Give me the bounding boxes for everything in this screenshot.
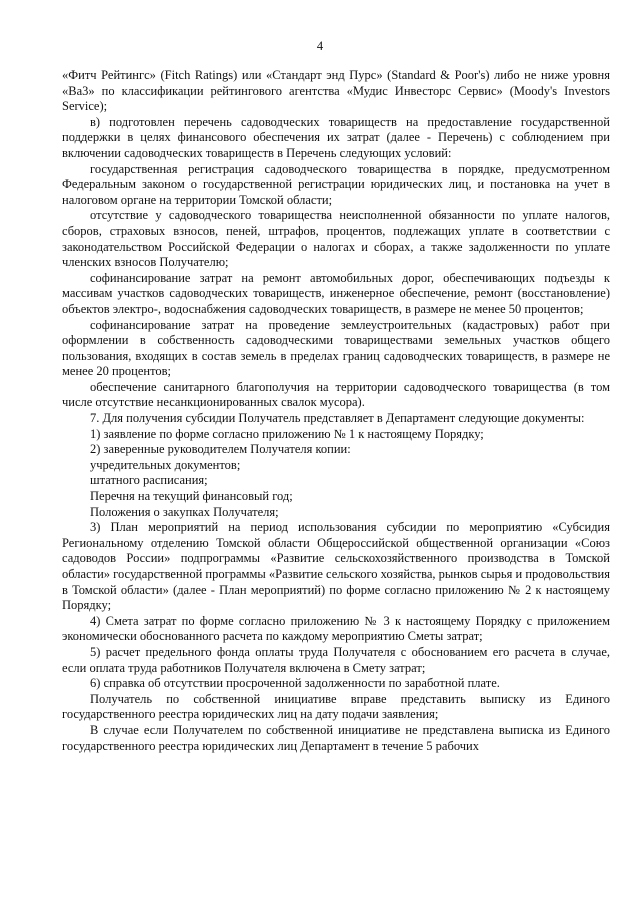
list-item-6: 6) справка об отсутствии просроченной задолженности по заработной плате. xyxy=(90,676,500,691)
list-subitem-charter: учредительных документов; xyxy=(90,457,241,472)
paragraph-ratings: «Фитч Рейтингс» (Fitch Ratings) или «Стандарт энд Пурс» (Standard & Poor's) либо не ниже уровня «Ba3» по классификации рейтингового агентства «Мудис Инвесторс Сервис» (Moody's Investors Service); xyxy=(62,68,610,114)
list-subitem-list: Перечня на текущий финансовый год; xyxy=(90,489,293,504)
document-body xyxy=(62,68,610,754)
paragraph-cofinancing-cadastral: софинансирование затрат на проведение землеустроительных (кадастровых) работ при оформлении в собственность садоводческими товариществами земельных участков общего пользования, входящих в состав земель в пределах границ садоводческих товариществ, в размере не менее 20 процентов; xyxy=(62,317,610,379)
paragraph-egrul-request: В случае если Получателем по собственной инициативе не представлена выписка из Единого государственного реестра юридических лиц Департамент в течение 5 рабочих xyxy=(62,722,610,753)
list-item-4: 4) Смета затрат по форме согласно приложению № 3 к настоящему Порядку с приложением экономически обоснованного расчета по каждому мероприятию Сметы затрат; xyxy=(62,613,610,644)
list-subitem-procurement: Положения о закупках Получателя; xyxy=(90,504,279,519)
list-item-3: 3) План мероприятий на период использования субсидии по мероприятию «Субсидия Региональному отделению Томской области Общероссийской общественной организации «Союз садоводов России» подпрограммы «Развитие сельскохозяйственного производства в Томской области» государственной программы «Развитие сельского хозяйства, рынков сырья и продовольствия в Томской области» (далее - План мероприятий) по форме согласно приложению № 2 к настоящему Порядку; xyxy=(62,520,610,613)
page-number: 4 xyxy=(316,39,324,53)
paragraph-no-debts: отсутствие у садоводческого товарищества неисполненной обязанности по уплате налогов, сборов, страховых взносов, пеней, штрафов, процентов, подлежащих уплате в соответствии с законодательством Российской Федерации о налогах и сборах, а также задолженности по уплате членских взносов Получателю; xyxy=(62,208,610,270)
paragraph-condition-v: в) подготовлен перечень садоводческих товариществ на предоставление государственной поддержки в целях финансового обеспечения их затрат (далее - Перечень) с соблюдением при включении садоводческих товариществ в Перечень следующих условий: xyxy=(62,114,610,160)
paragraph-sanitary: обеспечение санитарного благополучия на территории садоводческого товарищества (в том числе отсутствие несанкционированных свалок мусора). xyxy=(62,379,610,410)
paragraph-egrul-optional: Получатель по собственной инициативе вправе представить выписку из Единого государственного реестра юридических лиц на дату подачи заявления; xyxy=(62,691,610,722)
paragraph-cofinancing-roads: софинансирование затрат на ремонт автомобильных дорог, обеспечивающих подъезды к массивам участков садоводческих товариществ, инженерное обеспечение, ремонт (восстановление) объектов электро-, водоснабжения садоводческих товариществ, в размере не менее 50 процентов; xyxy=(62,270,610,316)
paragraph-registration: государственная регистрация садоводческого товарищества в порядке, предусмотренном Федеральным законом о государственной регистрации юридических лиц, и постановка на учет в налоговом органе на территории Томской области; xyxy=(62,161,610,207)
list-item-5: 5) расчет предельного фонда оплаты труда Получателя с обоснованием его расчета в случае, если оплата труда работников Получателя включена в Смету затрат; xyxy=(62,644,610,675)
list-item-1: 1) заявление по форме согласно приложению № 1 к настоящему Порядку; xyxy=(90,426,484,441)
paragraph-item-7: 7. Для получения субсидии Получатель представляет в Департамент следующие документы: xyxy=(90,411,585,426)
list-subitem-staffing: штатного расписания; xyxy=(90,473,208,488)
list-item-2: 2) заверенные руководителем Получателя копии: xyxy=(90,442,351,457)
